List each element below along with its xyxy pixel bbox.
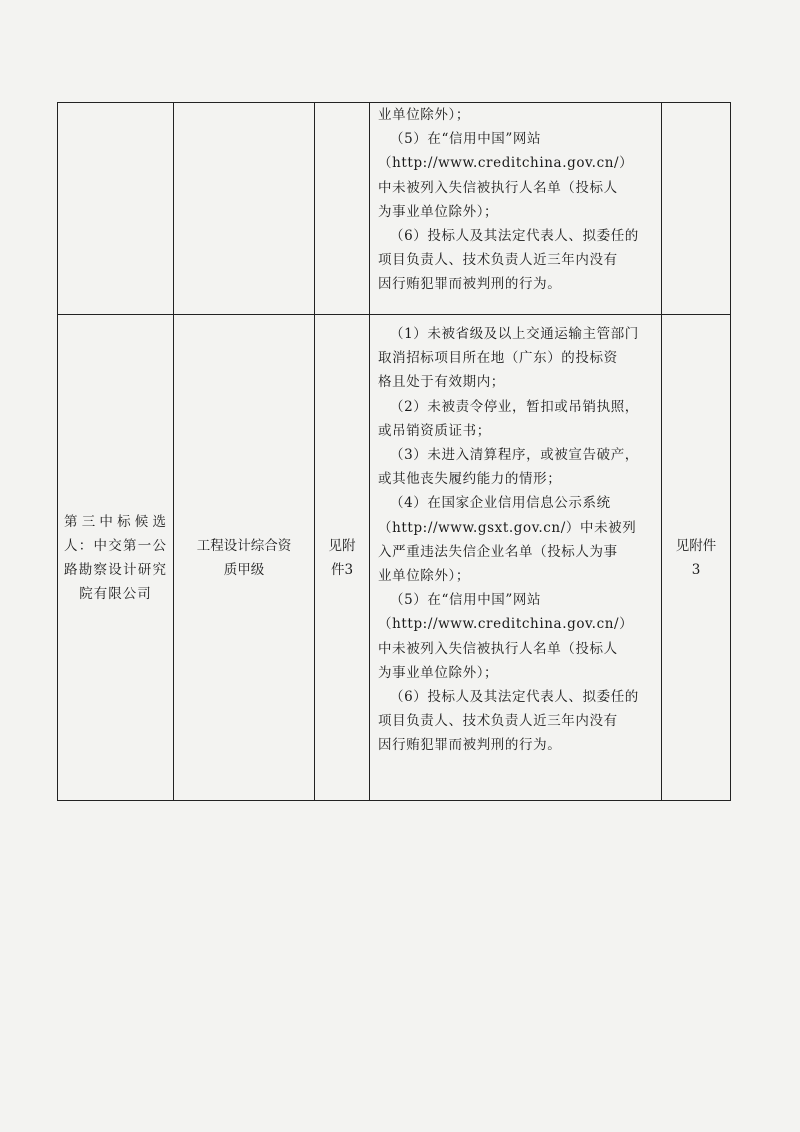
qualification-cell [174, 103, 315, 315]
requirement-line: 因行贿犯罪而被判刑的行为。 [378, 276, 562, 293]
requirement-line: 入严重违法失信企业名单（投标人为事 [378, 543, 618, 560]
requirement-line: 中未被列入失信被执行人名单（投标人 [378, 179, 618, 196]
requirement-line: 中未被列入失信被执行人名单（投标人 [378, 640, 618, 657]
table-row [58, 315, 731, 801]
attachment-ref-line: 见附 [328, 537, 356, 554]
table-row [58, 103, 731, 315]
attachment-ref-cell [315, 315, 370, 801]
requirement-line: 取消招标项目所在地（广东）的投标资 [378, 350, 618, 367]
candidate-cell [58, 103, 174, 315]
candidate-cell [58, 315, 174, 801]
requirements-list [378, 322, 655, 758]
requirement-line: （6）投标人及其法定代表人、拟委任的 [390, 689, 639, 706]
attachment-cell [662, 315, 731, 801]
requirement-line: 或吊销资质证书； [378, 422, 491, 439]
qualification-line: 质甲级 [223, 561, 265, 578]
requirement-line: （http://www.gsxt.gov.cn/）中未被列 [378, 519, 637, 536]
requirement-line: 为事业单位除外）； [378, 664, 499, 681]
attachment-ref-cell [315, 103, 370, 315]
requirements-list [378, 103, 655, 297]
requirement-line: 业单位除外）； [378, 568, 470, 585]
requirement-line: （http://www.creditchina.gov.cn/） [378, 616, 634, 633]
qualification-table [57, 102, 731, 801]
requirement-line: （5）在“信用中国”网站 [390, 131, 542, 148]
qualification-cell [174, 315, 315, 801]
requirement-line: （4）在国家企业信用信息公示系统 [390, 495, 611, 512]
requirement-line: （http://www.creditchina.gov.cn/） [378, 155, 634, 172]
requirement-line: 项目负责人、技术负责人近三年内没有 [378, 252, 618, 269]
requirement-line: 格且处于有效期内； [378, 374, 505, 391]
candidate-name: 第三中标候选人：中交第一公路勘察设计研究院有限公司 [64, 513, 167, 602]
attachment-line: 3 [691, 561, 701, 578]
requirement-line: 为事业单位除外）； [378, 203, 499, 220]
requirement-line: （6）投标人及其法定代表人、拟委任的 [390, 228, 639, 245]
requirements-cell [370, 315, 662, 801]
requirement-line: 项目负责人、技术负责人近三年内没有 [378, 713, 618, 730]
qualification-line: 工程设计综合资 [196, 537, 292, 554]
requirement-line: （2）未被责令停业，暂扣或吊销执照， [390, 398, 639, 415]
requirement-line: 或其他丧失履约能力的情形； [378, 471, 562, 488]
requirement-line: 业单位除外）； [378, 107, 470, 123]
requirement-line: （5）在“信用中国”网站 [390, 592, 542, 609]
requirement-line: 因行贿犯罪而被判刑的行为。 [378, 737, 562, 754]
requirements-cell [370, 103, 662, 315]
attachment-ref-line: 件3 [330, 561, 354, 578]
attachment-line: 见附件 [675, 537, 717, 554]
requirement-line: （3）未进入清算程序，或被宣告破产， [390, 447, 639, 464]
requirement-line: （1）未被省级及以上交通运输主管部门 [390, 326, 639, 342]
attachment-cell [662, 103, 731, 315]
